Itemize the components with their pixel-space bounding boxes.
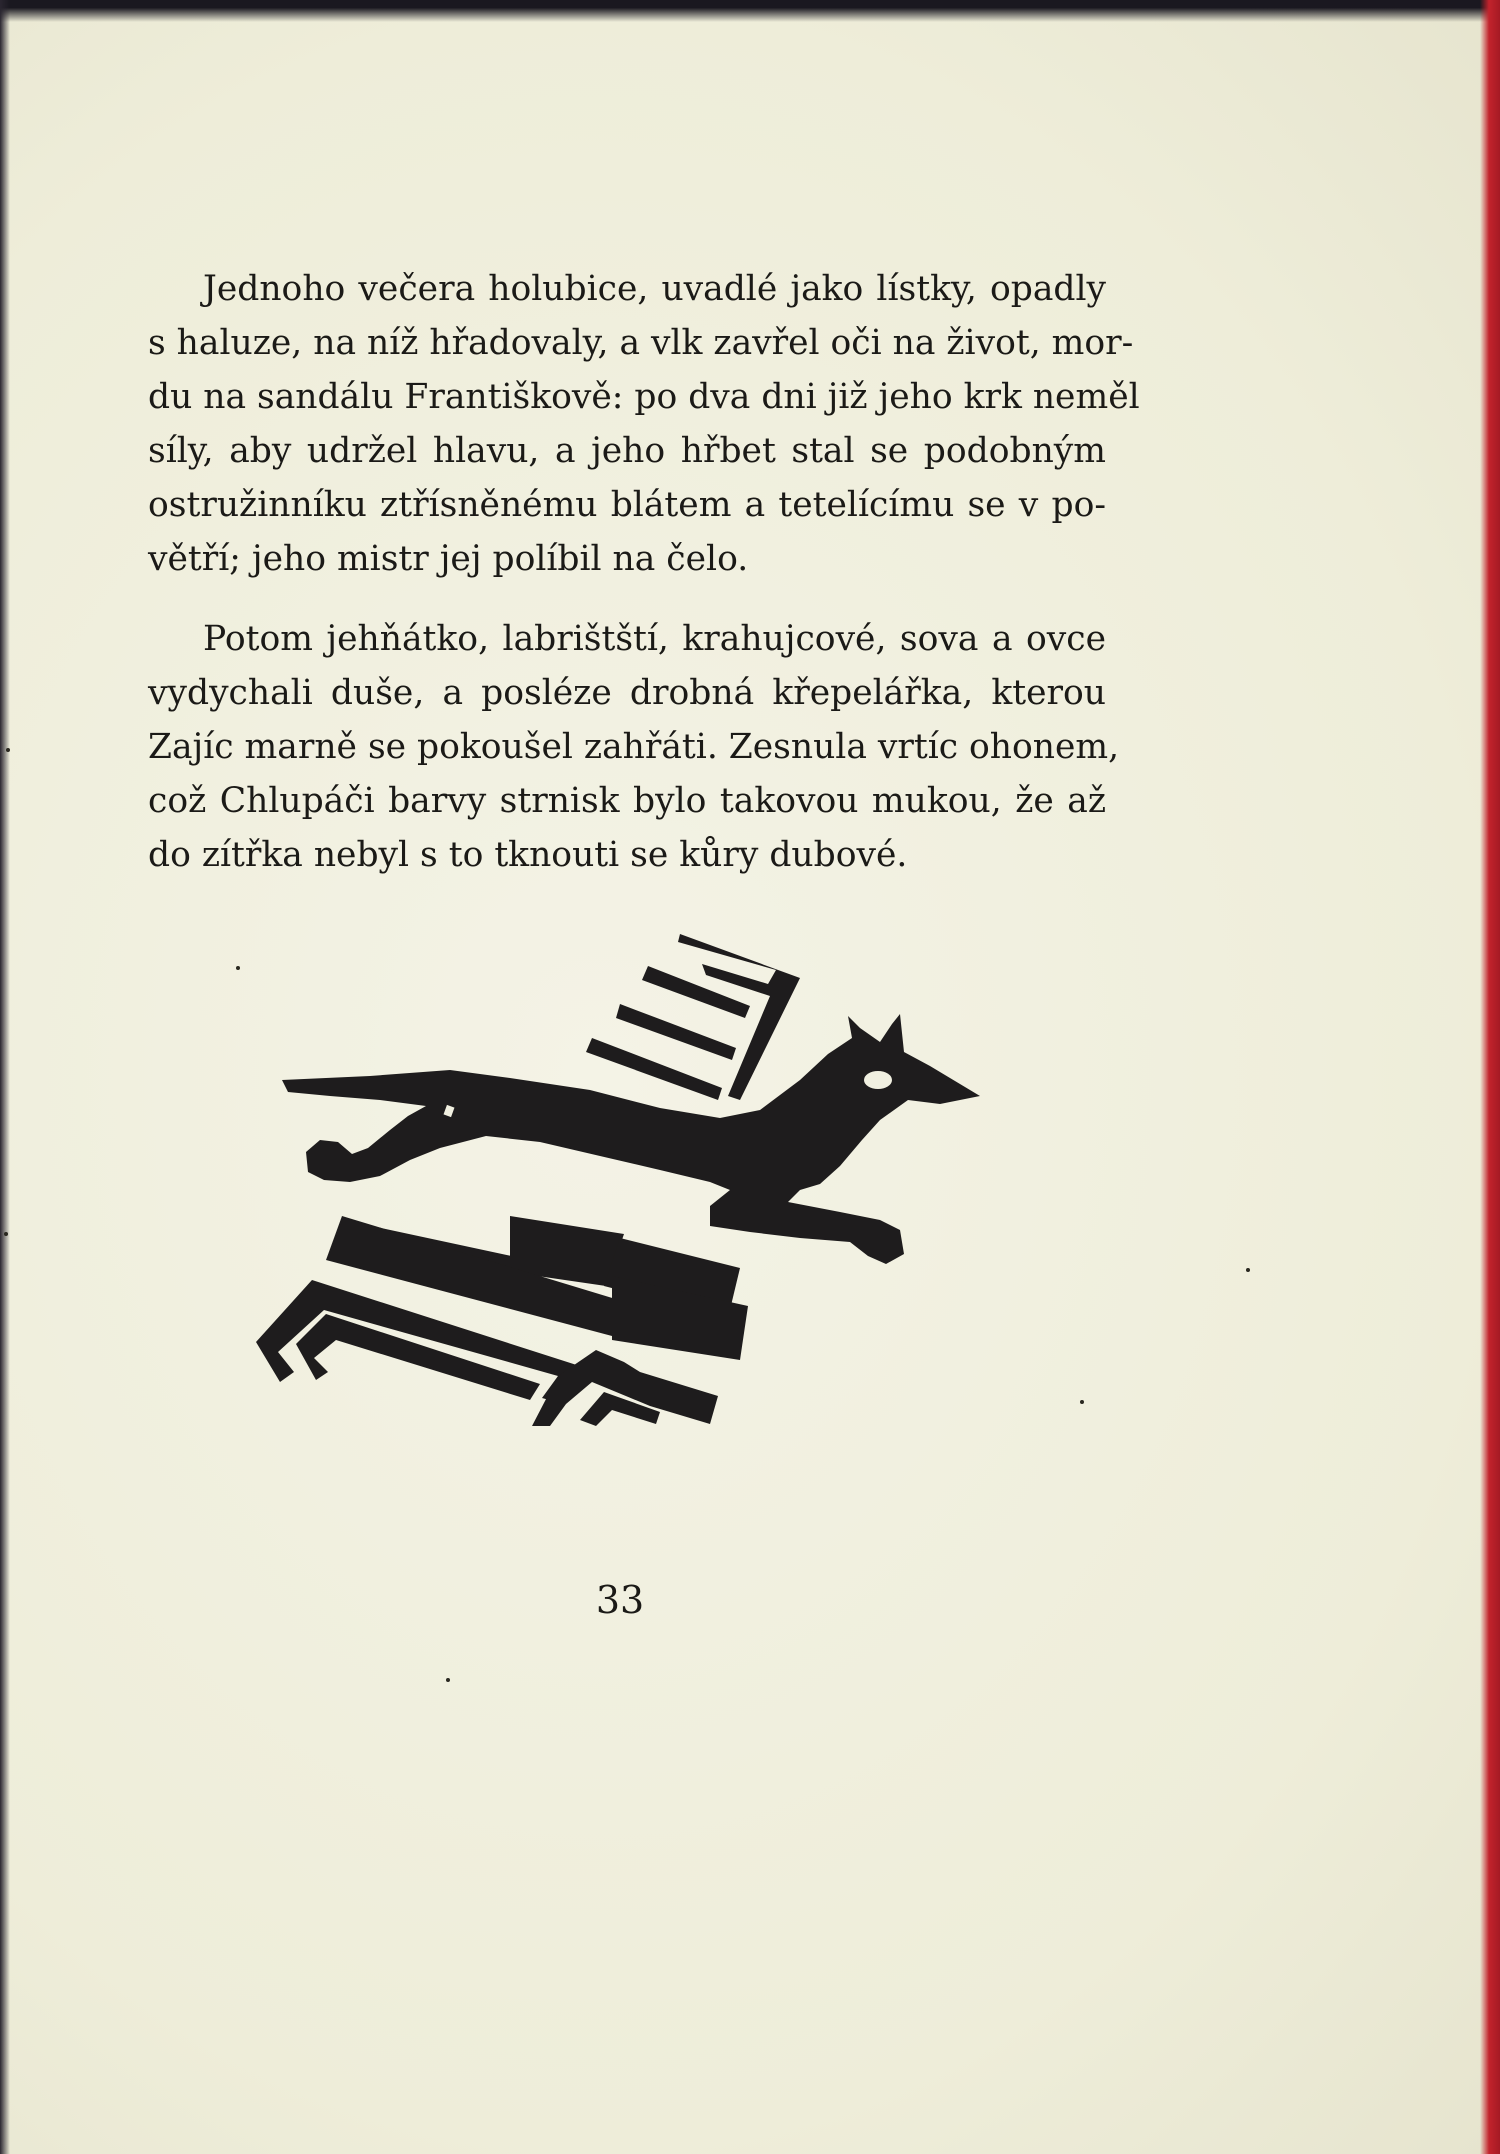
ink-speck [1246,1268,1250,1272]
page-number: 33 [595,1578,645,1622]
text-line: síly, aby udržel hlavu, a jeho hřbet stal se podobným [148,431,1106,471]
text-line: du na sandálu Františkově: po dva dni již jeho krk neměl [148,377,1140,417]
ink-speck [446,1678,450,1682]
ink-speck [4,1232,8,1236]
comb-tooth-2 [616,1004,736,1060]
woodcut-wolf-illustration [240,920,1020,1500]
wolf-eye [864,1071,892,1089]
ink-speck [6,748,10,752]
ink-speck [236,966,240,970]
text-line: větří; jeho mistr jej políbil na čelo. [148,539,749,579]
text-line: což Chlupáči barvy strnisk bylo takovou mukou, že až [148,781,1106,821]
text-line: ostružinníku ztřísněnému blátem a tetelícímu se v po- [148,485,1106,525]
comb-shape [678,934,800,1100]
text-line: vydychali duše, a posléze drobná křepelářka, kterou [148,673,1106,713]
text-line: s haluze, na níž hřadovaly, a vlk zavřel oči na život, mor- [148,323,1134,363]
text-line: Zajíc marně se pokoušel zahřáti. Zesnula vrtíc ohonem, [148,727,1120,767]
scan-edge-top [0,0,1500,22]
text-line: do zítřka nebyl s to tknouti se kůry dubové. [148,835,908,875]
text-line: Jednoho večera holubice, uvadlé jako lístky, opadly [203,269,1106,309]
paragraph-1 [148,262,1140,586]
wolf-ink-group [256,934,980,1426]
paragraph-2 [148,612,1120,882]
scan-edge-right [1480,0,1500,2154]
wolf-body [282,1014,980,1264]
scan-edge-left [0,0,10,2154]
ink-speck [1080,1400,1084,1404]
text-line: Potom jehňátko, labrištští, krahujcové, sova a ovce [203,619,1106,659]
